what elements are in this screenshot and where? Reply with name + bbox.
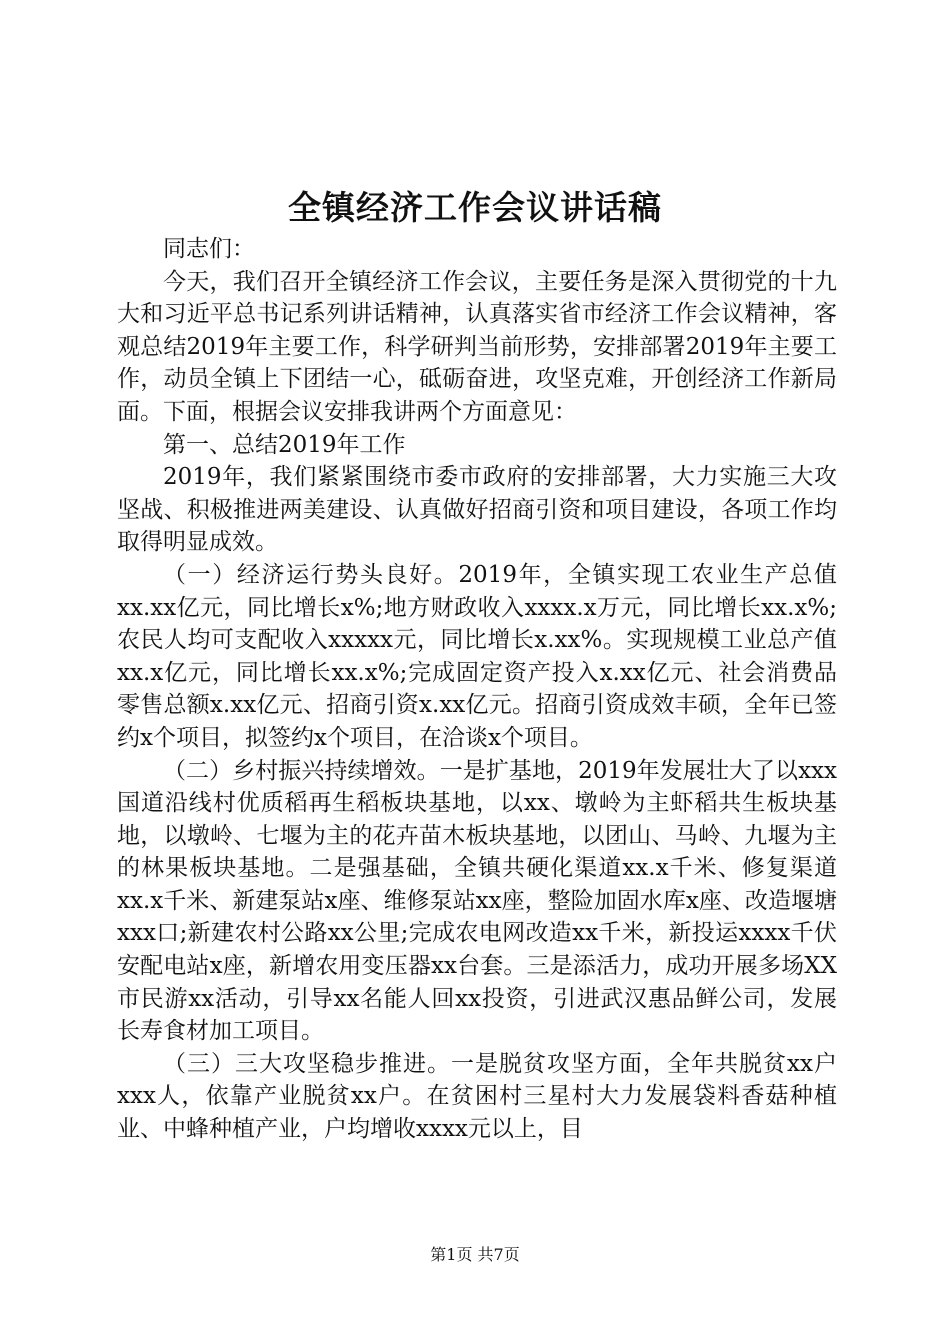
document-body <box>117 233 837 1146</box>
paragraph-rural: （二）乡村振兴持续增效。一是扩基地，2019年发展壮大了以xxx国道沿线村优质稻再生稻板块基地，以xx、墩岭为主虾稻共生板块基地，以墩岭、七堰为主的花卉苗木板块基地，以团山、马岭、九堰为主的林果板块基地。二是强基础，全镇共硬化渠道xx.x千米、修复渠道xx.x千米、新建泵站x座、维修泵站xx座，整险加固水库x座、改造堰塘xxx口;新建农村公路xx公里;完成农电网改造xx千米，新投运xxxx千伏安配电站x座，新增农用变压器xx台套。三是添活力，成功开展多场XX市民游xx活动，引导xx名能人回xx投资，引进武汉惠品鲜公司，发展长寿食材加工项目。 <box>117 757 837 1045</box>
paragraph-intro: 今天，我们召开全镇经济工作会议，主要任务是深入贯彻党的十九大和习近平总书记系列讲话精神，认真落实省市经济工作会议精神，客观总结2019年主要工作，科学研判当前形势，安排部署2019年主要工作，动员全镇上下团结一心，砥砺奋进，攻坚克难，开创经济工作新局面。下面，根据会议安排我讲两个方面意见： <box>117 268 837 425</box>
document-title: 全镇经济工作会议讲话稿 <box>288 188 662 227</box>
paragraph-economy: （一）经济运行势头良好。2019年，全镇实现工农业生产总值xx.xx亿元，同比增长x%;地方财政收入xxxx.x万元，同比增长xx.x%;农民人均可支配收入xxxxx元，同比增长x.xx%。实现规模工业总产值xx.x亿元，同比增长xx.x%;完成固定资产投入x.xx亿元、社会消费品零售总额x.xx亿元、招商引资x.xx亿元。招商引资成效丰硕，全年已签约x个项目，拟签约x个项目，在洽谈x个项目。 <box>117 561 837 751</box>
section-heading: 第一、总结2019年工作 <box>163 431 406 458</box>
paragraph-poverty: （三）三大攻坚稳步推进。一是脱贫攻坚方面，全年共脱贫xx户xxx人，依靠产业脱贫xx户。在贫困村三星村大力发展袋料香菇种植业、中蜂种植产业，户均增收xxxx元以上，目 <box>117 1050 837 1143</box>
page-footer: 第1页 共7页 <box>430 1245 520 1264</box>
paragraph-summary: 2019年，我们紧紧围绕市委市政府的安排部署，大力实施三大攻坚战、积极推进两美建设、认真做好招商引资和项目建设，各项工作均取得明显成效。 <box>117 464 837 556</box>
paragraph-salutation: 同志们： <box>163 236 255 262</box>
